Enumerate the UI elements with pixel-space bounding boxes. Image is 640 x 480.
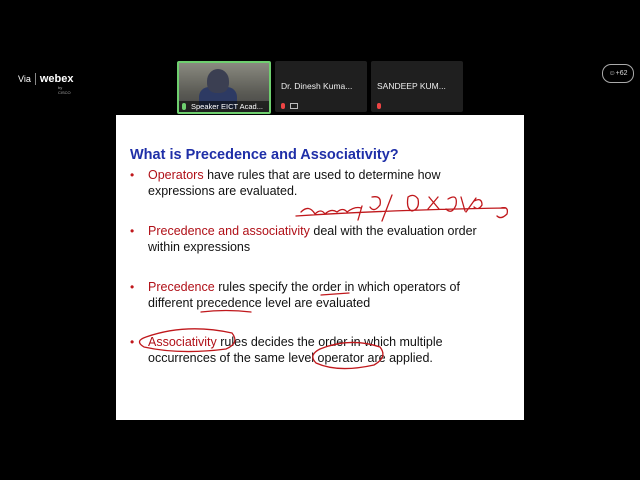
more-participants-button[interactable] [602, 64, 634, 83]
webex-logo: webex [39, 73, 74, 85]
bullet-line2: expressions are evaluated. [148, 184, 298, 198]
participant-tile-dinesh[interactable] [275, 61, 367, 112]
camera-icon [290, 103, 298, 109]
bullet-highlight: Precedence and associativity [148, 224, 310, 238]
participant-name: Speaker EICT Acad... [191, 102, 263, 111]
bullet-marker: • [130, 280, 135, 294]
participant-name: SANDEEP KUM... [377, 81, 446, 91]
participant-tile-sandeep[interactable] [371, 61, 463, 112]
brand-divider [35, 73, 36, 85]
speaker-caption [179, 101, 269, 112]
participants-icon: ☺ [608, 70, 616, 77]
bullet-operators [130, 167, 515, 199]
bullet-highlight: Associativity [148, 335, 217, 349]
bullet-line2: within expressions [148, 240, 251, 254]
bullet-highlight: Operators [148, 168, 204, 182]
shared-slide [116, 115, 524, 420]
speaker-head [207, 69, 229, 93]
bullet-highlight: Precedence [148, 280, 215, 294]
slide-title: What is Precedence and Associativity? [130, 147, 399, 163]
bullet-text: rules decides the order in which multiple [216, 335, 443, 349]
bullet-marker: • [130, 224, 135, 238]
bullet-text: have rules that are used to determine how [203, 168, 441, 182]
overflow-count: +62 [615, 70, 628, 77]
bullet-text: deal with the evaluation order [309, 224, 477, 238]
bullet-precedence [130, 279, 515, 311]
participant-name: Dr. Dinesh Kuma... [281, 81, 353, 91]
participant-strip [177, 61, 463, 114]
bullet-associativity [130, 334, 515, 366]
bullet-marker: • [130, 168, 135, 182]
webex-brand [18, 73, 74, 95]
bullet-line2: different precedence level are evaluated [148, 296, 371, 310]
bullet-marker: • [130, 335, 135, 349]
microphone-muted-icon [377, 103, 381, 109]
participant-tile-speaker[interactable] [177, 61, 271, 114]
bullet-text: rules specify the order in which operators of [214, 280, 460, 294]
bullet-line2: occurrences of the same level operator are applied. [148, 351, 433, 365]
bullet-precedence-associativity [130, 223, 515, 255]
via-label: Via [18, 74, 31, 84]
microphone-muted-icon [281, 103, 285, 109]
microphone-icon [182, 103, 186, 110]
cisco-sublabel: by CISCO [58, 85, 71, 95]
